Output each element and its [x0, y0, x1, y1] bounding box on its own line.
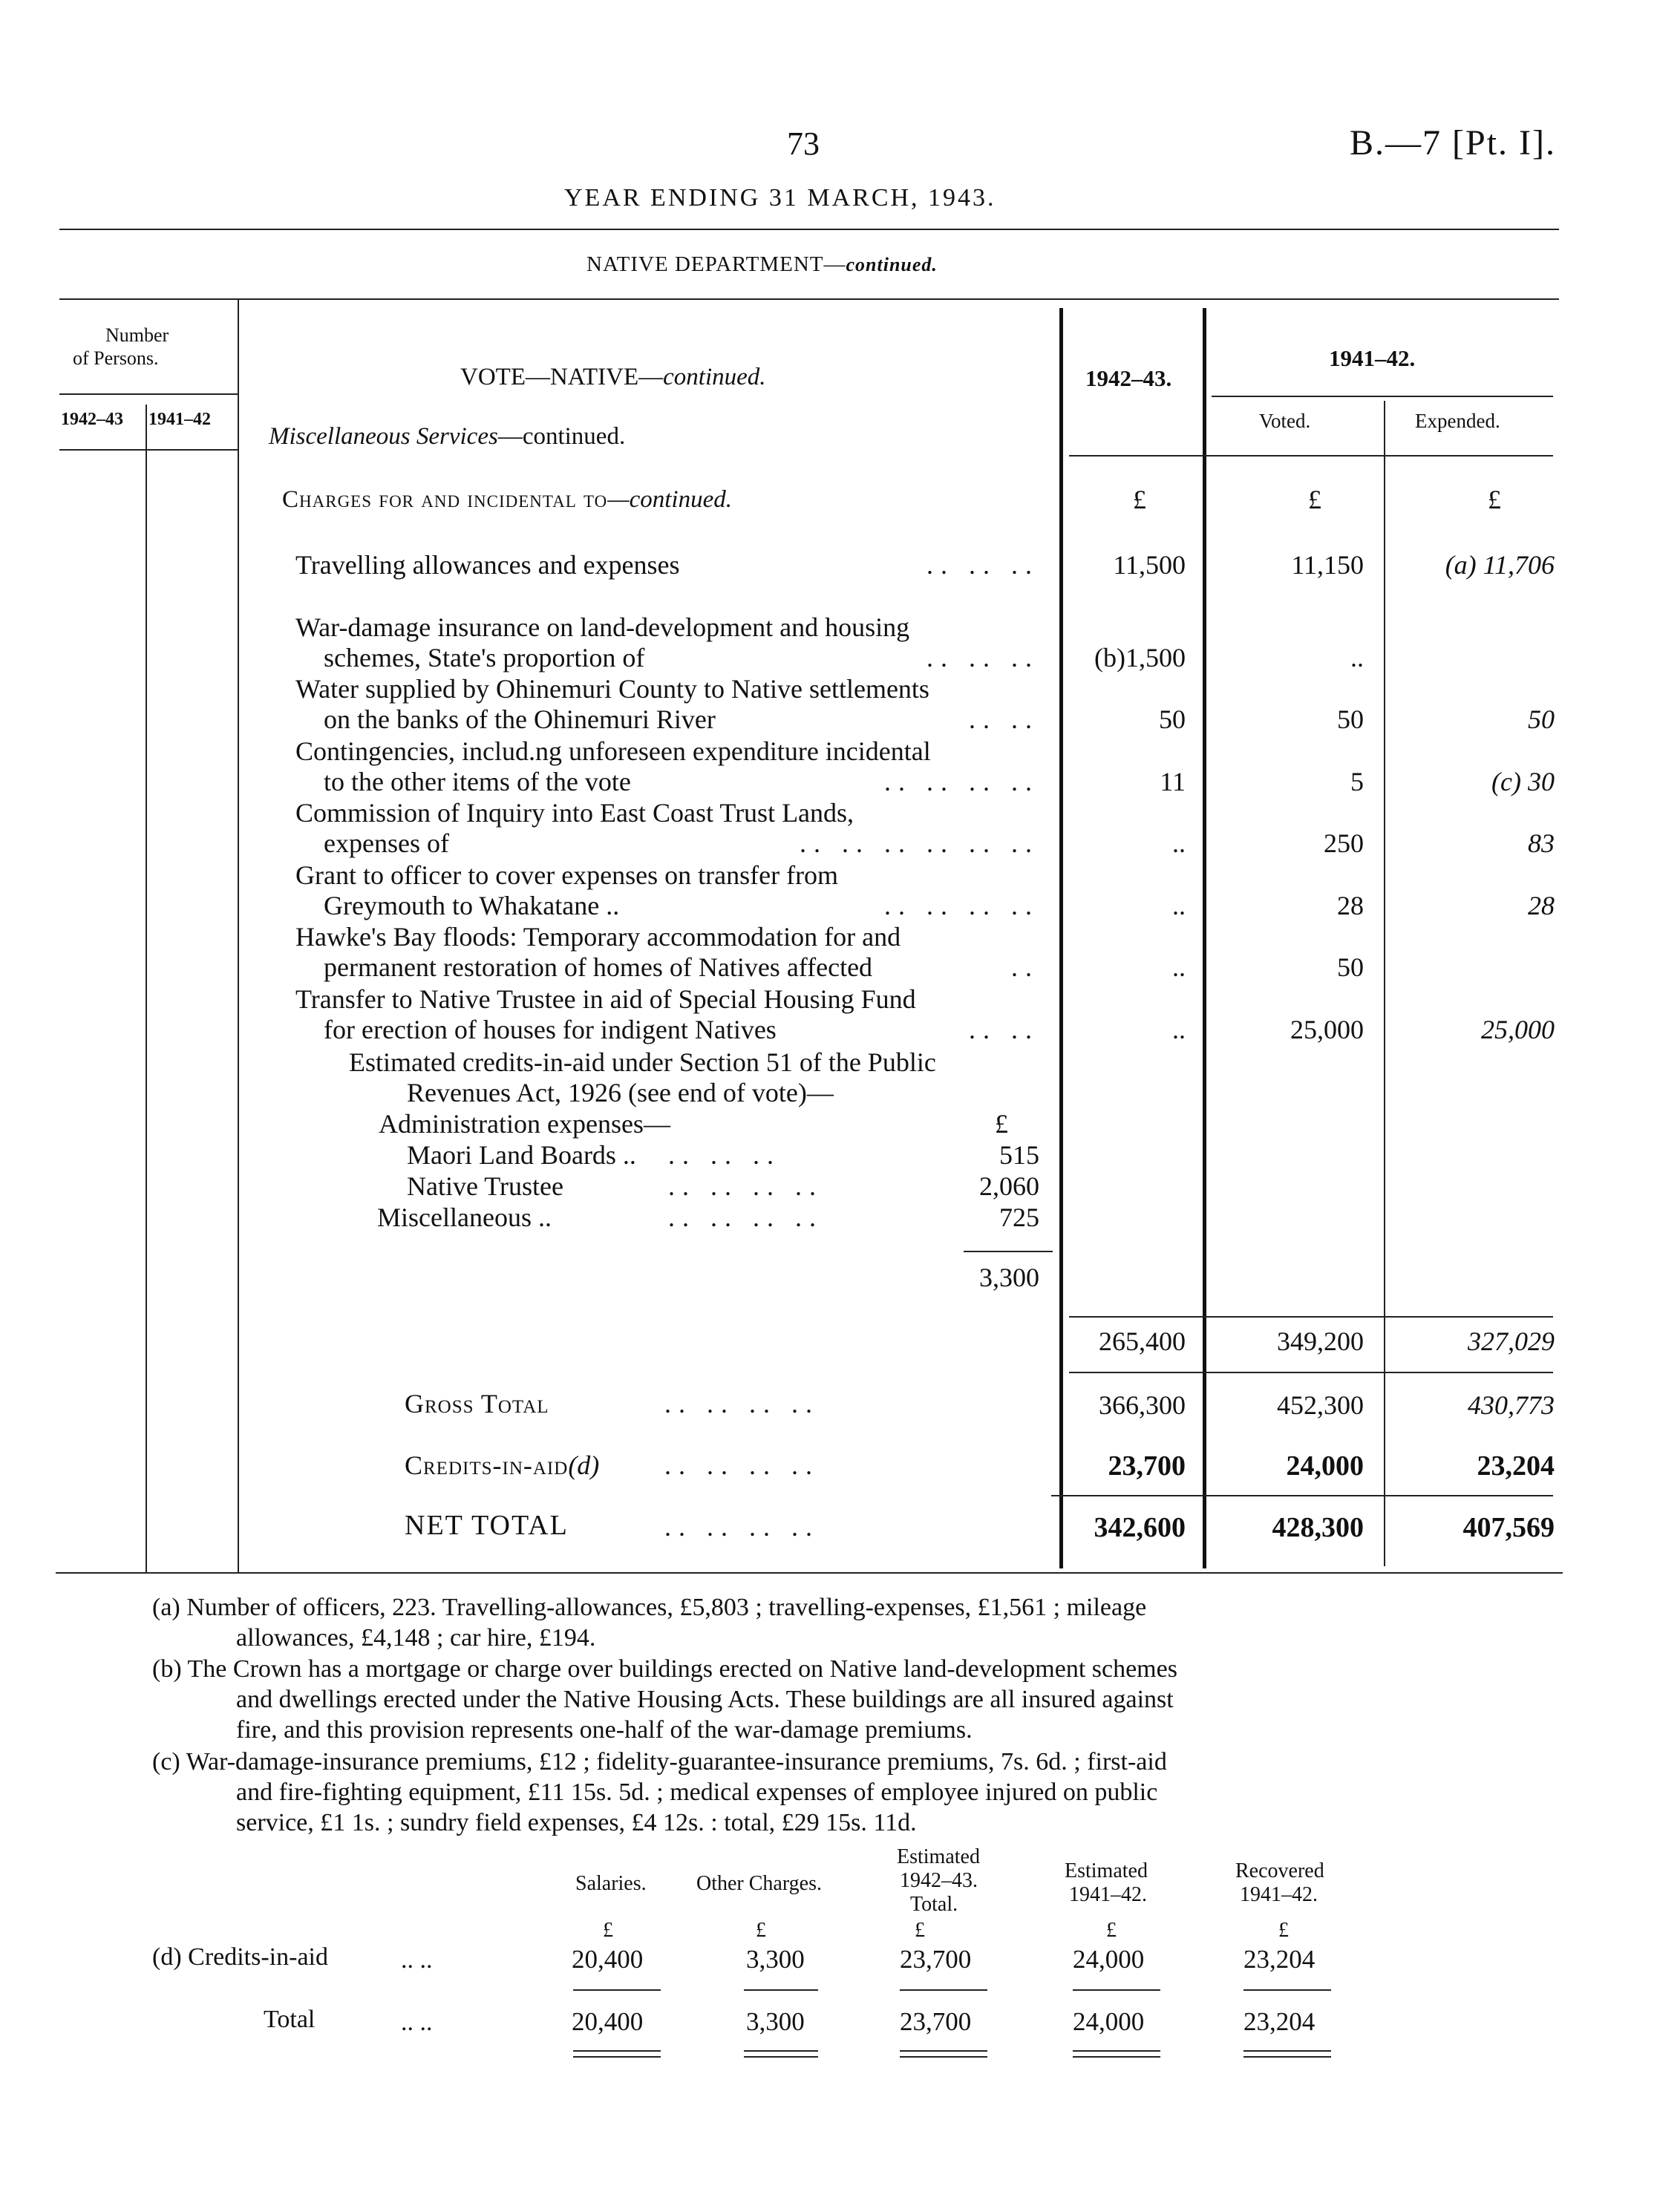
ct-rule-salaries	[573, 1989, 661, 1991]
item-line-1: Contingencies, includ.ng unforeseen expenditure incidental	[295, 736, 931, 766]
subtotal-bottom-rule	[1069, 1372, 1553, 1373]
ct-header-est-1942-l1: Estimated	[897, 1845, 980, 1868]
ct-double-rule-rec-1941	[1243, 2050, 1331, 2058]
ct-rule-est-1942	[900, 1989, 987, 1991]
gross-total-label	[405, 1388, 549, 1419]
credits-in-aid-expended: 23,204	[1477, 1450, 1555, 1482]
ct-total-salaries: 20,400	[572, 2007, 644, 2036]
item-value-1942-43: ..	[1172, 952, 1186, 982]
item-value-1942-43: 11	[1160, 766, 1186, 796]
item-line-2: Greymouth to Whakatane ..	[324, 890, 620, 920]
item-leader-dots: .. ..	[969, 704, 1039, 734]
ct-header-salaries: Salaries.	[575, 1872, 647, 1895]
column-headers-rule	[1069, 455, 1553, 457]
gross-total-1942-43: 366,300	[1099, 1390, 1186, 1420]
net-total-top-rule	[1051, 1495, 1553, 1496]
item-value-voted: 5	[1350, 766, 1364, 796]
item-value-voted: ..	[1350, 642, 1364, 673]
amount-column-divider-3	[1384, 401, 1385, 1566]
ct-currency-est-1941: £	[1106, 1919, 1117, 1942]
ct-double-rule-est-1942	[900, 2050, 987, 2058]
section-title-suffix: —continued.	[497, 423, 626, 450]
charges-heading-suffix: —continued.	[607, 486, 732, 513]
persons-column-divider	[238, 298, 239, 1572]
credits-intro-2: Revenues Act, 1926 (see end of vote)—	[407, 1078, 834, 1107]
col-1941-42-header: 1941–42.	[1329, 345, 1416, 371]
item-value-voted: 50	[1337, 952, 1364, 982]
section-title-text: Miscellaneous Services	[269, 423, 498, 450]
net-total-1942-43: 342,600	[1094, 1512, 1186, 1543]
subtotal-top-rule	[1069, 1316, 1553, 1318]
net-total-label: NET TOTAL	[405, 1510, 569, 1541]
ct-header-est-1942-l2: 1942–43.	[900, 1869, 978, 1892]
credits-in-aid-1942-43: 23,700	[1108, 1450, 1186, 1482]
item-line-2: expenses of	[324, 828, 449, 858]
item-line-1: Travelling allowances and expenses	[295, 550, 680, 580]
section-title	[269, 423, 625, 451]
net-total-expended: 407,569	[1462, 1512, 1555, 1543]
footnote-a-line-1: (a) Number of officers, 223. Travelling-allowances, £5,803 ; travelling-expenses, £1,561 ; mileage	[152, 1594, 1147, 1621]
charges-heading	[282, 486, 732, 514]
ct-total-dots: .. ..	[401, 2009, 433, 2036]
gross-total-dots: .. .. .. ..	[664, 1389, 820, 1419]
credits-block-total: 3,300	[979, 1263, 1039, 1292]
credits-row-value: 515	[999, 1140, 1039, 1170]
footnote-a-line-2: allowances, £4,148 ; car hire, £194.	[236, 1624, 596, 1652]
ct-double-rule-est-1941	[1073, 2050, 1160, 2058]
ct-header-rec-1941-l2: 1941–42.	[1240, 1883, 1318, 1906]
item-value-voted: 28	[1337, 890, 1364, 920]
item-line-2: permanent restoration of homes of Natives affected	[324, 952, 873, 982]
subtotal-voted: 349,200	[1277, 1326, 1364, 1356]
credits-intro-1: Estimated credits-in-aid under Section 51 of the Public	[349, 1047, 936, 1077]
persons-col-1942-43: 1942–43	[61, 410, 123, 429]
col-voted-header: Voted.	[1259, 410, 1311, 432]
item-leader-dots: .. .. .. ..	[884, 890, 1039, 920]
item-value-voted: 25,000	[1290, 1014, 1364, 1044]
ct-total-label: Total	[264, 2006, 316, 2033]
amount-column-divider-2	[1203, 308, 1206, 1568]
credits-in-aid-dots: .. .. .. ..	[664, 1450, 820, 1480]
ct-double-rule-salaries	[573, 2050, 661, 2058]
footnote-c-line-3: service, £1 1s. ; sundry field expenses, £4 12s. : total, £29 15s. 11d.	[236, 1809, 917, 1836]
credits-row-dots: .. .. .. ..	[668, 1171, 823, 1201]
gross-total-text: Gross Total	[405, 1389, 549, 1419]
credits-in-aid-text: Credits-in-aid	[405, 1450, 569, 1480]
persons-header-rule	[59, 393, 238, 395]
item-value-expended: (a) 11,706	[1445, 550, 1555, 580]
item-line-1: Hawke's Bay floods: Temporary accommodation for and	[295, 922, 901, 952]
charges-heading-text: Charges for and incidental to	[282, 486, 608, 513]
item-value-1942-43: ..	[1172, 1014, 1186, 1044]
credits-in-aid-voted: 24,000	[1286, 1450, 1364, 1482]
ct-row-label: (d) Credits-in-aid	[152, 1943, 328, 1971]
item-leader-dots: ..	[1011, 952, 1039, 982]
ct-rule-est-1941	[1073, 1989, 1160, 1991]
item-value-expended: 83	[1528, 828, 1555, 858]
item-line-1: Transfer to Native Trustee in aid of Special Housing Fund	[295, 984, 916, 1014]
persons-subheader-rule	[59, 449, 238, 451]
credits-in-aid-label	[405, 1450, 599, 1481]
credits-row-dots: .. .. .. ..	[668, 1202, 823, 1232]
net-total-dots: .. .. .. ..	[664, 1512, 820, 1542]
year-heading: YEAR ENDING 31 MARCH, 1943.	[564, 184, 996, 212]
item-value-expended: 28	[1528, 890, 1555, 920]
item-line-1: Commission of Inquiry into East Coast Trust Lands,	[295, 798, 854, 828]
item-line-1: Water supplied by Ohinemuri County to Native settlements	[295, 674, 929, 704]
footnote-c-line-1: (c) War-damage-insurance premiums, £12 ; fidelity-guarantee-insurance premiums, 7s. 6d. ; first-aid	[152, 1748, 1167, 1776]
item-value-voted: 50	[1337, 704, 1364, 734]
credits-row-label: Miscellaneous ..	[377, 1202, 552, 1232]
ct-row-est-1941: 24,000	[1073, 1945, 1145, 1974]
ct-row-dots: .. ..	[401, 1946, 433, 1974]
number-of-persons-label-2: of Persons.	[73, 347, 159, 369]
header-1941-42-rule	[1212, 396, 1553, 397]
item-value-1942-43: ..	[1172, 890, 1186, 920]
item-value-1942-43: ..	[1172, 828, 1186, 858]
footnote-c-line-2: and fire-fighting equipment, £11 15s. 5d. ; medical expenses of employee injured on public	[236, 1779, 1158, 1806]
gross-total-voted: 452,300	[1277, 1390, 1364, 1420]
item-value-voted: 250	[1324, 828, 1364, 858]
ct-total-rec-1941: 23,204	[1243, 2007, 1316, 2036]
department-suffix: continued.	[846, 254, 938, 275]
item-value-1942-43: 11,500	[1113, 550, 1186, 580]
document-reference: B.—7 [Pt. I].	[1350, 123, 1556, 163]
ct-total-other: 3,300	[746, 2007, 805, 2036]
ct-header-other-charges: Other Charges.	[696, 1872, 822, 1895]
credits-row-dots: .. .. ..	[668, 1140, 781, 1170]
credits-total-rule	[964, 1251, 1053, 1252]
subtotal-1942-43: 265,400	[1099, 1326, 1186, 1356]
net-total-voted: 428,300	[1272, 1512, 1364, 1543]
amount-column-divider-1	[1059, 308, 1063, 1568]
ct-currency-other: £	[756, 1919, 766, 1942]
header-rule	[59, 229, 1559, 230]
table-bottom-rule	[56, 1572, 1563, 1574]
item-leader-dots: .. .. .. .. .. ..	[800, 828, 1039, 858]
credits-currency: £	[995, 1109, 1008, 1139]
ct-header-rec-1941-l1: Recovered	[1235, 1859, 1324, 1882]
credits-in-aid-suffix: (d)	[568, 1450, 600, 1480]
ct-header-est-1941-l2: 1941–42.	[1069, 1883, 1147, 1906]
credits-row-value: 2,060	[979, 1171, 1039, 1201]
vote-title	[460, 364, 766, 391]
ct-currency-rec-1941: £	[1278, 1919, 1289, 1942]
item-line-2: to the other items of the vote	[324, 766, 631, 796]
item-leader-dots: .. ..	[969, 1014, 1039, 1044]
item-value-1942-43: 50	[1159, 704, 1186, 734]
persons-col-1941-42: 1941–42	[148, 410, 211, 429]
footnote-b-line-2: and dwellings erected under the Native Housing Acts. These buildings are all insured against	[236, 1686, 1174, 1713]
credits-row-label: Native Trustee	[407, 1171, 563, 1201]
ct-double-rule-other	[744, 2050, 818, 2058]
currency-col-3: £	[1488, 485, 1501, 514]
credits-row-value: 725	[999, 1202, 1039, 1232]
item-leader-dots: .. .. ..	[926, 550, 1039, 580]
item-line-2: schemes, State's proportion of	[324, 642, 645, 673]
currency-col-2: £	[1308, 485, 1321, 514]
ct-total-est-1942: 23,700	[900, 2007, 972, 2036]
vote-title-suffix: continued.	[663, 364, 766, 390]
footnote-b-line-1: (b) The Crown has a mortgage or charge over buildings erected on Native land-development schemes	[152, 1655, 1177, 1683]
item-line-2: on the banks of the Ohinemuri River	[324, 704, 716, 734]
ct-row-rec-1941: 23,204	[1243, 1945, 1316, 1974]
item-value-voted: 11,150	[1291, 550, 1364, 580]
col-1942-43-header: 1942–43.	[1085, 365, 1172, 391]
page-number: 73	[787, 125, 820, 162]
gross-total-expended: 430,773	[1468, 1390, 1555, 1420]
department-name: NATIVE DEPARTMENT—	[586, 252, 846, 276]
number-of-persons-label: Number	[105, 324, 169, 346]
item-value-expended: (c) 30	[1491, 766, 1555, 796]
ct-row-est-1942: 23,700	[900, 1945, 972, 1974]
item-line-1: War-damage insurance on land-development and housing	[295, 612, 910, 642]
ct-header-est-1941-l1: Estimated	[1065, 1859, 1148, 1882]
currency-col-1: £	[1133, 485, 1146, 514]
persons-subcolumn-divider	[146, 405, 147, 1572]
item-leader-dots: .. .. ..	[926, 642, 1039, 673]
footnote-b-line-3: fire, and this provision represents one-half of the war-damage premiums.	[236, 1716, 973, 1744]
ct-header-est-1942-l3: Total.	[910, 1893, 958, 1916]
col-expended-header: Expended.	[1415, 410, 1500, 432]
item-value-1942-43: (b)1,500	[1094, 642, 1186, 673]
credits-row-label: Maori Land Boards ..	[407, 1140, 636, 1170]
ct-currency-est-1942: £	[915, 1919, 925, 1942]
item-value-expended: 50	[1528, 704, 1555, 734]
credits-admin-label: Administration expenses—	[379, 1109, 670, 1139]
subtotal-expended: 327,029	[1468, 1326, 1555, 1356]
ct-rule-rec-1941	[1243, 1989, 1331, 1991]
ct-row-other: 3,300	[746, 1945, 805, 1974]
department-heading	[586, 252, 938, 277]
ct-row-salaries: 20,400	[572, 1945, 644, 1974]
table-top-rule	[59, 298, 1559, 300]
item-value-expended: 25,000	[1481, 1014, 1555, 1044]
item-line-2: for erection of houses for indigent Natives	[324, 1014, 777, 1044]
ct-currency-salaries: £	[603, 1919, 613, 1942]
ct-rule-other	[744, 1989, 818, 1991]
item-line-1: Grant to officer to cover expenses on transfer from	[295, 860, 839, 890]
vote-title-text: VOTE—NATIVE—	[460, 364, 664, 390]
ct-total-est-1941: 24,000	[1073, 2007, 1145, 2036]
item-leader-dots: .. .. .. ..	[884, 766, 1039, 796]
